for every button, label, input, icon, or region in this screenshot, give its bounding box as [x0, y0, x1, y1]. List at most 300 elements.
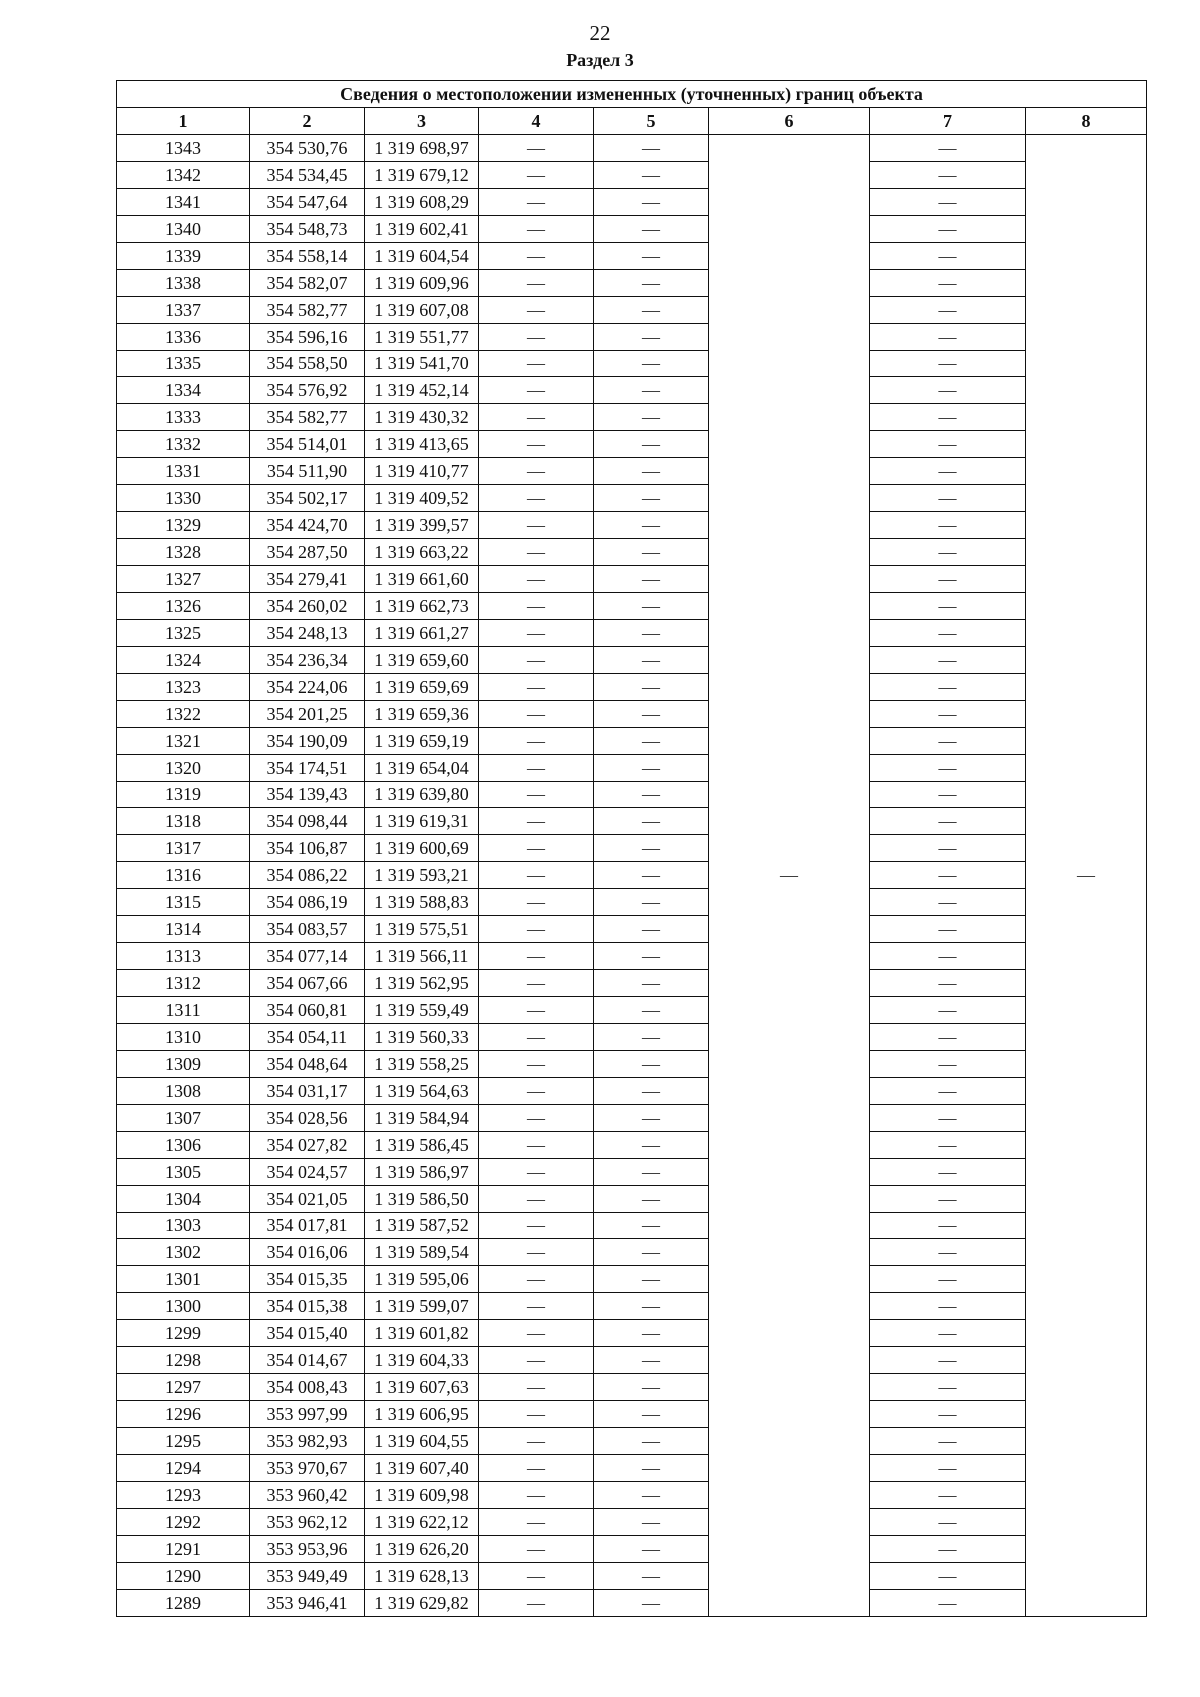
column-7-cell: — [870, 1454, 1026, 1481]
column-header: 2 [250, 108, 365, 135]
column-7-cell: — [870, 1562, 1026, 1589]
column-header: 4 [479, 108, 594, 135]
column-5-cell: — [594, 997, 709, 1024]
column-7-cell: — [870, 1428, 1026, 1455]
point-number-cell: 1301 [117, 1266, 250, 1293]
column-4-cell: — [479, 1454, 594, 1481]
table-row [117, 1562, 1147, 1589]
column-7-cell: — [870, 1320, 1026, 1347]
column-5-cell: — [594, 161, 709, 188]
column-4-cell: — [479, 404, 594, 431]
column-4-cell: — [479, 296, 594, 323]
x-coordinate-cell: 353 953,96 [250, 1535, 365, 1562]
column-8-merged-cell: — [1026, 135, 1147, 1617]
column-7-cell: — [870, 458, 1026, 485]
column-7-cell: — [870, 1481, 1026, 1508]
table-row [117, 350, 1147, 377]
x-coordinate-cell: 354 048,64 [250, 1050, 365, 1077]
column-7-cell: — [870, 916, 1026, 943]
column-5-cell: — [594, 539, 709, 566]
column-4-cell: — [479, 754, 594, 781]
table-row [117, 296, 1147, 323]
column-5-cell: — [594, 727, 709, 754]
column-7-cell: — [870, 350, 1026, 377]
column-7-cell: — [870, 161, 1026, 188]
column-7-cell: — [870, 512, 1026, 539]
x-coordinate-cell: 353 997,99 [250, 1401, 365, 1428]
x-coordinate-cell: 354 083,57 [250, 916, 365, 943]
x-coordinate-cell: 354 547,64 [250, 188, 365, 215]
column-5-cell: — [594, 566, 709, 593]
point-number-cell: 1317 [117, 835, 250, 862]
y-coordinate-cell: 1 319 602,41 [365, 215, 479, 242]
column-4-cell: — [479, 1508, 594, 1535]
table-row [117, 1077, 1147, 1104]
y-coordinate-cell: 1 319 604,55 [365, 1428, 479, 1455]
column-4-cell: — [479, 1023, 594, 1050]
y-coordinate-cell: 1 319 639,80 [365, 781, 479, 808]
table-row [117, 1347, 1147, 1374]
y-coordinate-cell: 1 319 541,70 [365, 350, 479, 377]
column-header: 8 [1026, 108, 1147, 135]
y-coordinate-cell: 1 319 452,14 [365, 377, 479, 404]
column-5-cell: — [594, 1023, 709, 1050]
x-coordinate-cell: 353 960,42 [250, 1481, 365, 1508]
y-coordinate-cell: 1 319 413,65 [365, 431, 479, 458]
point-number-cell: 1320 [117, 754, 250, 781]
table-row [117, 566, 1147, 593]
x-coordinate-cell: 354 027,82 [250, 1131, 365, 1158]
point-number-cell: 1337 [117, 296, 250, 323]
column-header: 7 [870, 108, 1026, 135]
column-4-cell: — [479, 485, 594, 512]
table-row [117, 1023, 1147, 1050]
x-coordinate-cell: 354 190,09 [250, 727, 365, 754]
column-7-cell: — [870, 1158, 1026, 1185]
y-coordinate-cell: 1 319 562,95 [365, 970, 479, 997]
table-row [117, 1320, 1147, 1347]
column-4-cell: — [479, 1401, 594, 1428]
table-row [117, 943, 1147, 970]
point-number-cell: 1318 [117, 808, 250, 835]
table-title-row [117, 81, 1147, 108]
x-coordinate-cell: 354 098,44 [250, 808, 365, 835]
y-coordinate-cell: 1 319 607,08 [365, 296, 479, 323]
table-row [117, 431, 1147, 458]
y-coordinate-cell: 1 319 558,25 [365, 1050, 479, 1077]
table-row [117, 835, 1147, 862]
x-coordinate-cell: 354 558,50 [250, 350, 365, 377]
point-number-cell: 1312 [117, 970, 250, 997]
column-4-cell: — [479, 242, 594, 269]
point-number-cell: 1330 [117, 485, 250, 512]
point-number-cell: 1322 [117, 700, 250, 727]
column-5-cell: — [594, 377, 709, 404]
column-7-cell: — [870, 754, 1026, 781]
column-4-cell: — [479, 1104, 594, 1131]
table-row [117, 1374, 1147, 1401]
column-4-cell: — [479, 916, 594, 943]
point-number-cell: 1306 [117, 1131, 250, 1158]
column-4-cell: — [479, 727, 594, 754]
table-row [117, 1508, 1147, 1535]
column-7-cell: — [870, 404, 1026, 431]
column-7-cell: — [870, 1535, 1026, 1562]
x-coordinate-cell: 354 077,14 [250, 943, 365, 970]
x-coordinate-cell: 354 139,43 [250, 781, 365, 808]
y-coordinate-cell: 1 319 619,31 [365, 808, 479, 835]
column-header: 6 [709, 108, 870, 135]
column-5-cell: — [594, 1131, 709, 1158]
column-header: 5 [594, 108, 709, 135]
x-coordinate-cell: 354 028,56 [250, 1104, 365, 1131]
x-coordinate-cell: 353 949,49 [250, 1562, 365, 1589]
y-coordinate-cell: 1 319 566,11 [365, 943, 479, 970]
page-number: 22 [589, 21, 611, 45]
column-4-cell: — [479, 1158, 594, 1185]
column-5-cell: — [594, 781, 709, 808]
column-4-cell: — [479, 1374, 594, 1401]
column-4-cell: — [479, 1293, 594, 1320]
column-5-cell: — [594, 646, 709, 673]
column-5-cell: — [594, 1266, 709, 1293]
column-7-cell: — [870, 1077, 1026, 1104]
column-4-cell: — [479, 1347, 594, 1374]
table-row [117, 539, 1147, 566]
column-7-cell: — [870, 1050, 1026, 1077]
x-coordinate-cell: 354 548,73 [250, 215, 365, 242]
column-5-cell: — [594, 673, 709, 700]
point-number-cell: 1291 [117, 1535, 250, 1562]
point-number-cell: 1289 [117, 1589, 250, 1616]
column-7-cell: — [870, 431, 1026, 458]
point-number-cell: 1342 [117, 161, 250, 188]
column-5-cell: — [594, 700, 709, 727]
column-5-cell: — [594, 1481, 709, 1508]
x-coordinate-cell: 353 962,12 [250, 1508, 365, 1535]
column-7-cell: — [870, 323, 1026, 350]
point-number-cell: 1295 [117, 1428, 250, 1455]
table-row [117, 1050, 1147, 1077]
point-number-cell: 1296 [117, 1401, 250, 1428]
point-number-cell: 1340 [117, 215, 250, 242]
column-5-cell: — [594, 1374, 709, 1401]
column-7-cell: — [870, 727, 1026, 754]
table-row [117, 727, 1147, 754]
point-number-cell: 1334 [117, 377, 250, 404]
table-row [117, 997, 1147, 1024]
column-7-cell: — [870, 269, 1026, 296]
column-7-cell: — [870, 835, 1026, 862]
column-4-cell: — [479, 188, 594, 215]
column-7-cell: — [870, 646, 1026, 673]
table-row [117, 215, 1147, 242]
y-coordinate-cell: 1 319 629,82 [365, 1589, 479, 1616]
table-row [117, 619, 1147, 646]
y-coordinate-cell: 1 319 659,69 [365, 673, 479, 700]
x-coordinate-cell: 354 224,06 [250, 673, 365, 700]
column-7-cell: — [870, 619, 1026, 646]
x-coordinate-cell: 354 201,25 [250, 700, 365, 727]
point-number-cell: 1335 [117, 350, 250, 377]
column-4-cell: — [479, 1481, 594, 1508]
x-coordinate-cell: 354 534,45 [250, 161, 365, 188]
table-row [117, 1131, 1147, 1158]
x-coordinate-cell: 354 016,06 [250, 1239, 365, 1266]
point-number-cell: 1327 [117, 566, 250, 593]
table-row [117, 188, 1147, 215]
y-coordinate-cell: 1 319 622,12 [365, 1508, 479, 1535]
column-4-cell: — [479, 889, 594, 916]
column-4-cell: — [479, 458, 594, 485]
x-coordinate-cell: 354 582,77 [250, 296, 365, 323]
y-coordinate-cell: 1 319 604,54 [365, 242, 479, 269]
point-number-cell: 1297 [117, 1374, 250, 1401]
y-coordinate-cell: 1 319 606,95 [365, 1401, 479, 1428]
column-5-cell: — [594, 1347, 709, 1374]
column-4-cell: — [479, 862, 594, 889]
column-5-cell: — [594, 1320, 709, 1347]
point-number-cell: 1307 [117, 1104, 250, 1131]
coordinates-table [116, 80, 1147, 1617]
column-7-cell: — [870, 215, 1026, 242]
table-row [117, 646, 1147, 673]
column-header-row [117, 108, 1147, 135]
column-4-cell: — [479, 431, 594, 458]
column-4-cell: — [479, 323, 594, 350]
column-4-cell: — [479, 161, 594, 188]
column-5-cell: — [594, 1508, 709, 1535]
y-coordinate-cell: 1 319 662,73 [365, 592, 479, 619]
column-5-cell: — [594, 1212, 709, 1239]
x-coordinate-cell: 354 248,13 [250, 619, 365, 646]
y-coordinate-cell: 1 319 659,19 [365, 727, 479, 754]
x-coordinate-cell: 354 086,19 [250, 889, 365, 916]
table-row [117, 242, 1147, 269]
column-5-cell: — [594, 323, 709, 350]
table-row [117, 916, 1147, 943]
column-5-cell: — [594, 1185, 709, 1212]
column-7-cell: — [870, 1347, 1026, 1374]
column-7-cell: — [870, 862, 1026, 889]
table-row [117, 323, 1147, 350]
table-row [117, 1428, 1147, 1455]
point-number-cell: 1332 [117, 431, 250, 458]
table-row [117, 1535, 1147, 1562]
point-number-cell: 1343 [117, 135, 250, 162]
point-number-cell: 1333 [117, 404, 250, 431]
column-7-cell: — [870, 808, 1026, 835]
table-row [117, 1185, 1147, 1212]
column-7-cell: — [870, 485, 1026, 512]
column-5-cell: — [594, 1401, 709, 1428]
column-7-cell: — [870, 970, 1026, 997]
column-4-cell: — [479, 1266, 594, 1293]
point-number-cell: 1326 [117, 592, 250, 619]
column-5-cell: — [594, 512, 709, 539]
y-coordinate-cell: 1 319 584,94 [365, 1104, 479, 1131]
y-coordinate-cell: 1 319 430,32 [365, 404, 479, 431]
x-coordinate-cell: 354 106,87 [250, 835, 365, 862]
table-row [117, 1454, 1147, 1481]
column-4-cell: — [479, 135, 594, 162]
table-row [117, 862, 1147, 889]
y-coordinate-cell: 1 319 575,51 [365, 916, 479, 943]
column-5-cell: — [594, 943, 709, 970]
column-5-cell: — [594, 592, 709, 619]
y-coordinate-cell: 1 319 588,83 [365, 889, 479, 916]
table-row [117, 1158, 1147, 1185]
point-number-cell: 1321 [117, 727, 250, 754]
column-7-cell: — [870, 673, 1026, 700]
point-number-cell: 1303 [117, 1212, 250, 1239]
y-coordinate-cell: 1 319 698,97 [365, 135, 479, 162]
column-5-cell: — [594, 754, 709, 781]
column-4-cell: — [479, 619, 594, 646]
x-coordinate-cell: 354 236,34 [250, 646, 365, 673]
column-5-cell: — [594, 1454, 709, 1481]
table-row [117, 970, 1147, 997]
column-4-cell: — [479, 1535, 594, 1562]
y-coordinate-cell: 1 319 586,97 [365, 1158, 479, 1185]
point-number-cell: 1308 [117, 1077, 250, 1104]
point-number-cell: 1299 [117, 1320, 250, 1347]
column-4-cell: — [479, 1131, 594, 1158]
column-4-cell: — [479, 835, 594, 862]
point-number-cell: 1323 [117, 673, 250, 700]
x-coordinate-cell: 354 558,14 [250, 242, 365, 269]
y-coordinate-cell: 1 319 661,27 [365, 619, 479, 646]
table-title: Сведения о местоположении измененных (уточненных) границ объекта [117, 81, 1147, 108]
table-row [117, 1239, 1147, 1266]
column-7-cell: — [870, 1293, 1026, 1320]
y-coordinate-cell: 1 319 589,54 [365, 1239, 479, 1266]
column-5-cell: — [594, 1428, 709, 1455]
x-coordinate-cell: 354 424,70 [250, 512, 365, 539]
column-7-cell: — [870, 377, 1026, 404]
column-5-cell: — [594, 1535, 709, 1562]
point-number-cell: 1339 [117, 242, 250, 269]
y-coordinate-cell: 1 319 679,12 [365, 161, 479, 188]
column-7-cell: — [870, 1401, 1026, 1428]
column-4-cell: — [479, 943, 594, 970]
x-coordinate-cell: 354 024,57 [250, 1158, 365, 1185]
point-number-cell: 1338 [117, 269, 250, 296]
column-5-cell: — [594, 215, 709, 242]
point-number-cell: 1290 [117, 1562, 250, 1589]
column-5-cell: — [594, 431, 709, 458]
column-5-cell: — [594, 916, 709, 943]
column-7-cell: — [870, 889, 1026, 916]
column-7-cell: — [870, 1212, 1026, 1239]
table-body [117, 135, 1147, 1617]
column-4-cell: — [479, 350, 594, 377]
x-coordinate-cell: 354 260,02 [250, 592, 365, 619]
x-coordinate-cell: 354 287,50 [250, 539, 365, 566]
column-4-cell: — [479, 781, 594, 808]
column-7-cell: — [870, 943, 1026, 970]
x-coordinate-cell: 354 514,01 [250, 431, 365, 458]
y-coordinate-cell: 1 319 607,63 [365, 1374, 479, 1401]
y-coordinate-cell: 1 319 661,60 [365, 566, 479, 593]
table-row [117, 592, 1147, 619]
column-7-cell: — [870, 1508, 1026, 1535]
column-5-cell: — [594, 485, 709, 512]
point-number-cell: 1316 [117, 862, 250, 889]
column-5-cell: — [594, 808, 709, 835]
column-5-cell: — [594, 1589, 709, 1616]
column-4-cell: — [479, 970, 594, 997]
y-coordinate-cell: 1 319 601,82 [365, 1320, 479, 1347]
point-number-cell: 1315 [117, 889, 250, 916]
column-5-cell: — [594, 404, 709, 431]
column-4-cell: — [479, 1077, 594, 1104]
column-7-cell: — [870, 1239, 1026, 1266]
column-header: 1 [117, 108, 250, 135]
column-7-cell: — [870, 592, 1026, 619]
column-header: 3 [365, 108, 479, 135]
point-number-cell: 1336 [117, 323, 250, 350]
column-4-cell: — [479, 592, 594, 619]
y-coordinate-cell: 1 319 560,33 [365, 1023, 479, 1050]
y-coordinate-cell: 1 319 607,40 [365, 1454, 479, 1481]
y-coordinate-cell: 1 319 564,63 [365, 1077, 479, 1104]
point-number-cell: 1300 [117, 1293, 250, 1320]
table-row [117, 1266, 1147, 1293]
point-number-cell: 1341 [117, 188, 250, 215]
column-4-cell: — [479, 673, 594, 700]
table-row [117, 135, 1147, 162]
y-coordinate-cell: 1 319 586,45 [365, 1131, 479, 1158]
point-number-cell: 1329 [117, 512, 250, 539]
point-number-cell: 1325 [117, 619, 250, 646]
column-4-cell: — [479, 997, 594, 1024]
y-coordinate-cell: 1 319 609,96 [365, 269, 479, 296]
x-coordinate-cell: 353 982,93 [250, 1428, 365, 1455]
point-number-cell: 1304 [117, 1185, 250, 1212]
y-coordinate-cell: 1 319 600,69 [365, 835, 479, 862]
y-coordinate-cell: 1 319 659,36 [365, 700, 479, 727]
column-5-cell: — [594, 1077, 709, 1104]
column-4-cell: — [479, 377, 594, 404]
column-7-cell: — [870, 135, 1026, 162]
column-7-cell: — [870, 539, 1026, 566]
point-number-cell: 1313 [117, 943, 250, 970]
table-row [117, 485, 1147, 512]
column-7-cell: — [870, 1266, 1026, 1293]
column-4-cell: — [479, 1239, 594, 1266]
y-coordinate-cell: 1 319 593,21 [365, 862, 479, 889]
x-coordinate-cell: 353 946,41 [250, 1589, 365, 1616]
point-number-cell: 1328 [117, 539, 250, 566]
column-5-cell: — [594, 350, 709, 377]
y-coordinate-cell: 1 319 599,07 [365, 1293, 479, 1320]
column-7-cell: — [870, 1374, 1026, 1401]
x-coordinate-cell: 354 576,92 [250, 377, 365, 404]
table-row [117, 808, 1147, 835]
x-coordinate-cell: 354 014,67 [250, 1347, 365, 1374]
y-coordinate-cell: 1 319 659,60 [365, 646, 479, 673]
y-coordinate-cell: 1 319 409,52 [365, 485, 479, 512]
x-coordinate-cell: 354 530,76 [250, 135, 365, 162]
x-coordinate-cell: 354 015,40 [250, 1320, 365, 1347]
x-coordinate-cell: 354 086,22 [250, 862, 365, 889]
table-row [117, 377, 1147, 404]
x-coordinate-cell: 354 279,41 [250, 566, 365, 593]
column-4-cell: — [479, 512, 594, 539]
y-coordinate-cell: 1 319 626,20 [365, 1535, 479, 1562]
y-coordinate-cell: 1 319 609,98 [365, 1481, 479, 1508]
